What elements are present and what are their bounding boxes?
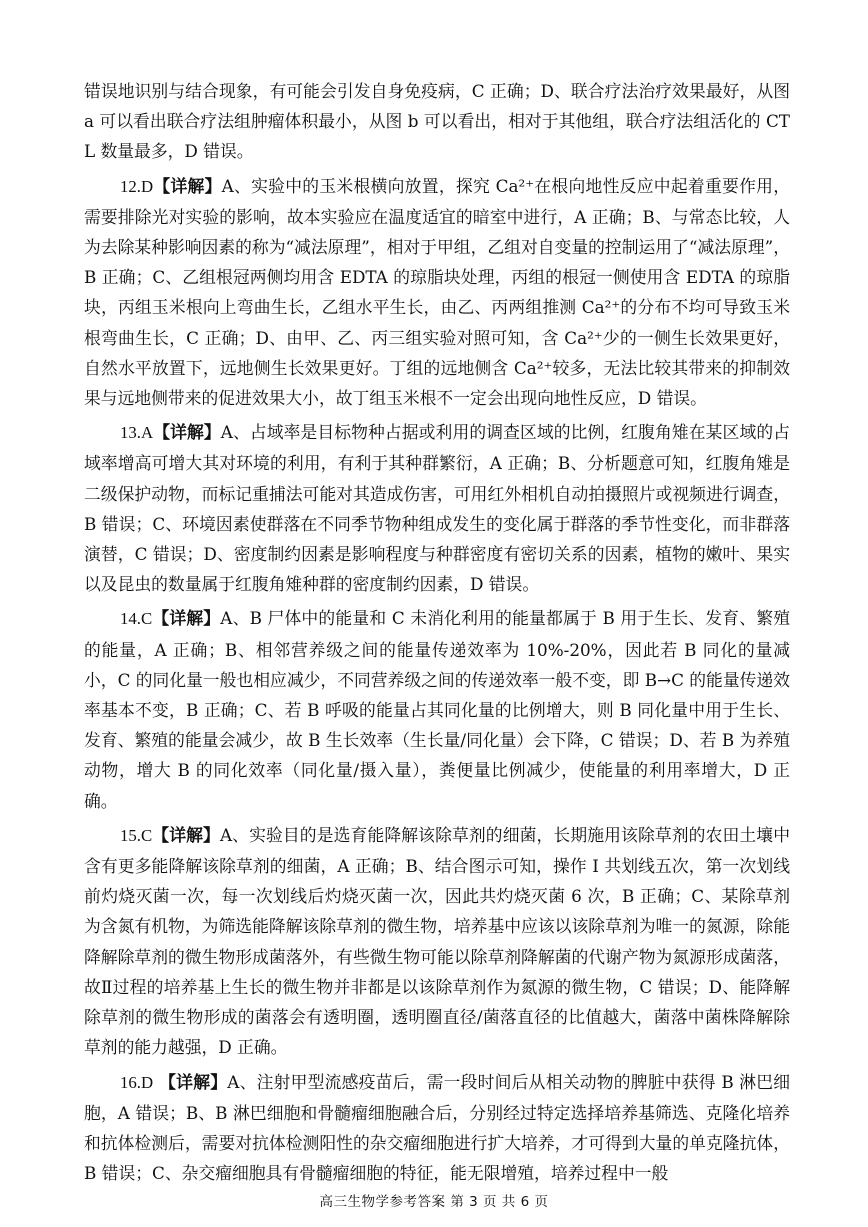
- paragraph-11-continued: [84, 76, 790, 167]
- paragraph-question-15: [84, 820, 790, 1063]
- question-number: 14.C: [120, 609, 153, 629]
- answer-page: [84, 76, 790, 1192]
- explanation-tag: 【详解】: [152, 608, 221, 629]
- explanation-tag: 【详解】: [153, 422, 221, 443]
- question-number: 16.D: [120, 1072, 154, 1092]
- paragraph-text: A、实验中的玉米根横向放置，探究 Ca²⁺在根向地性反应中起着重要作用，需要排除光对实验的影响，故本实验应在温度适宜的暗室中进行，A 正确；B、与常态比较，人为去除某种影响因素的称为“减法原理”，相对于甲组，乙组对自变量的控制运用了“减法原理”，B 正确；C、乙组根冠两侧均用含 EDTA 的琼脂块处理，丙组的根冠一侧使用含 EDTA 的琼脂块，丙组玉米根向上弯曲生长，乙组水平生长，由乙、丙两组推测 Ca²⁺的分布不均可导致玉米根弯曲生长，C 正确；D、由甲、乙、丙三组实验对照可知，含 Ca²⁺少的一侧生长效果更好，自然水平放置下，远地侧生长效果更好。丁组的远地侧含 Ca²⁺较多，无法比较其带来的抑制效果与远地侧带来的促进效果大小，故丁组玉米根不一定会出现向地性反应，D 错误。: [84, 175, 790, 409]
- paragraph-question-16: [84, 1067, 790, 1189]
- explanation-tag: 【详解】: [153, 1071, 228, 1092]
- paragraph-question-14: [84, 603, 790, 815]
- paragraph-question-13: [84, 417, 790, 599]
- question-number: 15.C: [120, 825, 153, 845]
- explanation-tag: 【详解】: [153, 175, 222, 196]
- paragraph-question-12: [84, 171, 790, 414]
- paragraph-text: A、注射甲型流感疫苗后，需一段时间后从相关动物的脾脏中获得 B 淋巴细胞，A 错误；B、B 淋巴细胞和骨髓瘤细胞融合后，分别经过特定选择培养基筛选、克隆化培养和抗体检测后，需要对抗体检测阳性的杂交瘤细胞进行扩大培养，才可得到大量的单克隆抗体，B 错误；C、杂交瘤细胞具有骨髓瘤细胞的特征，能无限增殖，培养过程中一般: [84, 1071, 791, 1184]
- paragraph-text: A、B 尸体中的能量和 C 未消化利用的能量都属于 B 用于生长、发育、繁殖的能量，A 正确；B、相邻营养级之间的能量传递效率为 10%-20%，因此若 B 同化的量减小，C 的同化量一般也相应减少，不同营养级之间的传递效率一般不变，即 B→C 的能量传递效率基本不变，B 正确；C、若 B 呼吸的能量占其同化量的比例增大，则 B 同化量中用于生长、发育、繁殖的能量会减少，故 B 生长效率（生长量/同化量）会下降，C 错误；D、若 B 为养殖动物，增大 B 的同化效率（同化量/摄入量），粪便量比例减少，使能量的利用率增大，D 正确。: [84, 608, 790, 811]
- question-number: 12.D: [120, 176, 154, 196]
- page-footer: 高三生物学参考答案 第 3 页 共 6 页: [319, 1194, 549, 1210]
- question-number: 13.A: [120, 423, 154, 443]
- explanation-tag: 【详解】: [152, 824, 220, 845]
- paragraph-text: 错误地识别与结合现象，有可能会引发自身免疫病，C 正确；D、联合疗法治疗效果最好，从图 a 可以看出联合疗法组肿瘤体积最小，从图 b 可以看出，相对于其他组，联合疗法组活化的 CTL 数量最多，D 错误。: [84, 81, 790, 162]
- paragraph-text: A、占域率是目标物种占据或利用的调查区域的比例，红腹角雉在某区域的占域率增高可增大其对环境的利用，有利于其种群繁衍，A 正确；B、分析题意可知，红腹角雉是二级保护动物，而标记重捕法可能对其造成伤害，可用红外相机自动拍摄照片或视频进行调查，B 错误；C、环境因素使群落在不同季节物种组成发生的变化属于群落的季节性变化，而非群落演替，C 错误；D、密度制约因素是影响程度与种群密度有密切关系的因素，植物的嫩叶、果实以及昆虫的数量属于红腹角雉种群的密度制约因素，D 错误。: [84, 422, 790, 595]
- paragraph-text: A、实验目的是选育能降解该除草剂的细菌，长期施用该除草剂的农田土壤中含有更多能降解该除草剂的细菌，A 正确；B、结合图示可知，操作 I 共划线五次，第一次划线前灼烧灭菌一次，每一次划线后灼烧灭菌一次，因此共灼烧灭菌 6 次，B 正确；C、某除草剂为含氮有机物，为筛选能降解该除草剂的微生物，培养基中应该以该除草剂为唯一的氮源，除能降解除草剂的微生物形成菌落外，有些微生物可能以除草剂降解菌的代谢产物为氮源形成菌落，故Ⅱ过程的培养基上生长的微生物并非都是以该除草剂作为氮源的微生物，C 错误；D、能降解除草剂的微生物形成的菌落会有透明圈，透明圈直径/菌落直径的比值越大，菌落中菌株降解除草剂的能力越强，D 正确。: [84, 824, 790, 1058]
